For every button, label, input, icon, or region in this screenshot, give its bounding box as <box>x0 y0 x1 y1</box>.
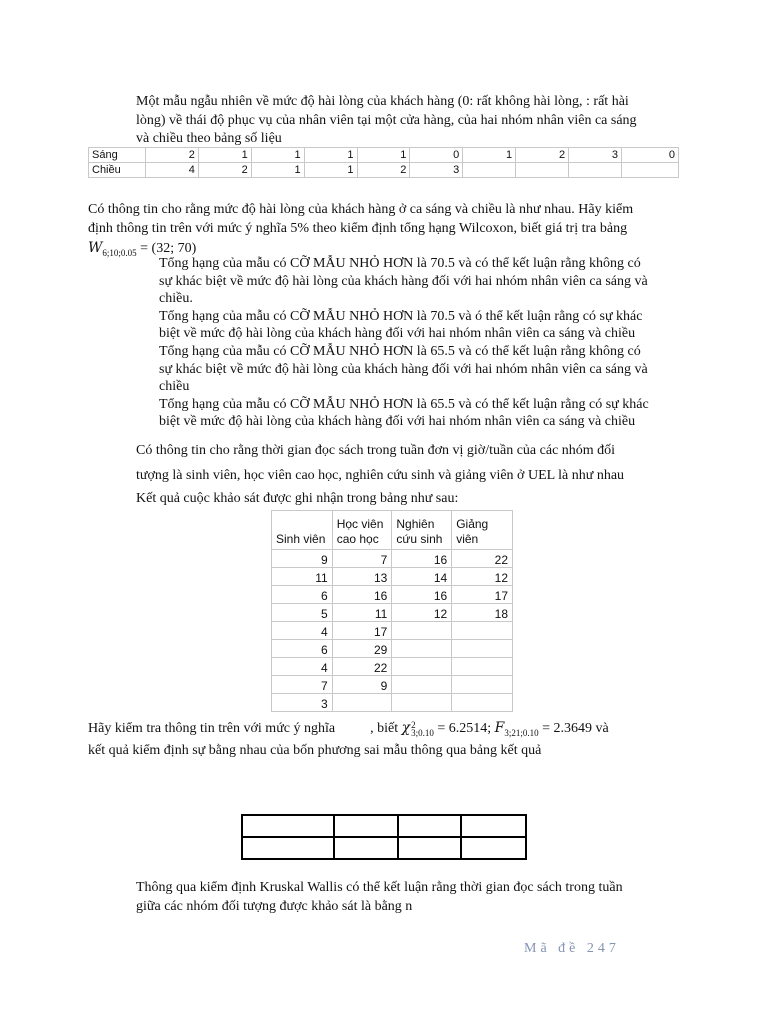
header-line: Giảng <box>456 517 489 531</box>
option-line: sự khác biệt về mức độ hài lòng của khách hàng đối với hai nhóm nhân viên ca sáng và <box>159 273 648 289</box>
f-value: = 2.3649 và <box>538 721 609 736</box>
table-cell: 2 <box>145 148 198 163</box>
table-cell: 12 <box>392 604 452 622</box>
table-cell: 22 <box>332 658 392 676</box>
option-b[interactable] <box>159 308 684 343</box>
conclusion-line: giữa các nhóm đối tượng được khảo sát là bằng n <box>136 898 413 914</box>
table-cell <box>392 640 452 658</box>
w-subscript: 6;10;0.05 <box>102 247 137 258</box>
satisfaction-table <box>88 147 679 178</box>
header-line: Sinh viên <box>276 532 326 546</box>
q1-intro-line: lòng) về thái độ phục vụ của nhân viên tại một cửa hàng, của hai nhóm nhân viên ca sáng <box>136 112 637 128</box>
table-cell: 7 <box>332 550 392 568</box>
table-cell: 14 <box>392 568 452 586</box>
header-line: cứu sinh <box>396 532 443 546</box>
table-cell: 17 <box>452 586 513 604</box>
table-cell: 1 <box>304 163 357 178</box>
option-c[interactable] <box>159 343 684 396</box>
table-row <box>272 550 513 568</box>
table-cell <box>463 163 516 178</box>
table-cell: 29 <box>332 640 392 658</box>
table-cell <box>452 640 513 658</box>
q2-question <box>88 719 688 761</box>
table-cell: 1 <box>251 163 304 178</box>
q2-conclusion <box>136 879 681 916</box>
variance-test-table <box>241 814 527 860</box>
q1-options <box>159 255 684 431</box>
table-row <box>272 658 513 676</box>
table-cell: 6 <box>272 640 333 658</box>
q2-intro-line: Có thông tin cho rằng thời gian đọc sách trong tuần đơn vị giờ/tuần của các nhóm đối <box>136 443 616 458</box>
q1-intro-line: và chiều theo bảng số liệu <box>136 131 282 146</box>
table-cell <box>392 676 452 694</box>
table-row <box>272 676 513 694</box>
q1-question <box>88 201 688 262</box>
table-cell: 1 <box>463 148 516 163</box>
table-cell: 0 <box>410 148 463 163</box>
table-cell: 4 <box>145 163 198 178</box>
table-cell <box>569 163 622 178</box>
table-cell: 17 <box>332 622 392 640</box>
table-cell <box>398 837 462 859</box>
table-row <box>272 640 513 658</box>
table-cell: 6 <box>272 586 333 604</box>
option-line: chiều <box>159 379 190 395</box>
q2-intro <box>136 439 681 508</box>
table-cell: 2 <box>516 148 569 163</box>
table-row <box>272 694 513 712</box>
table-row <box>242 837 526 859</box>
table-cell: 9 <box>272 550 333 568</box>
chi-symbol: χ <box>401 720 411 736</box>
table-cell: 1 <box>198 148 251 163</box>
column-header <box>392 511 452 550</box>
table-cell: 18 <box>452 604 513 622</box>
table-row <box>272 568 513 586</box>
q2-intro-line: tượng là sinh viên, học viên cao học, nghiên cứu sinh và giảng viên ở UEL là như nhau <box>136 467 625 483</box>
column-header <box>452 511 513 550</box>
table-cell: 2 <box>357 163 410 178</box>
conclusion-line: Thông qua kiểm định Kruskal Wallis có thể kết luận rằng thời gian đọc sách trong tuần <box>136 880 623 895</box>
table-cell: 1 <box>251 148 304 163</box>
table-cell <box>242 837 334 859</box>
table-cell <box>334 815 398 837</box>
row-label: Sáng <box>89 148 146 163</box>
q1-intro <box>136 93 681 149</box>
table-cell <box>452 676 513 694</box>
table-cell: 11 <box>272 568 333 586</box>
f-subscript: 3;21;0.10 <box>504 727 539 738</box>
option-line: biệt về mức độ hài lòng của khách hàng đối với hai nhóm nhân viên ca sáng và chiều <box>159 414 636 430</box>
table-row <box>272 586 513 604</box>
table-row <box>89 148 679 163</box>
table-cell <box>452 622 513 640</box>
q2-intro-line: Kết quả cuộc khảo sát được ghi nhận trong bảng như sau: <box>136 491 459 506</box>
table-cell: 16 <box>392 550 452 568</box>
table-cell: 12 <box>452 568 513 586</box>
q2-question-line <box>88 719 688 742</box>
table-cell <box>516 163 569 178</box>
column-header <box>272 511 333 550</box>
table-cell: 16 <box>392 586 452 604</box>
chi-value: = 6.2514; <box>433 721 495 736</box>
reading-time-table <box>271 510 513 712</box>
chi-scripts <box>411 721 434 737</box>
table-cell: 3 <box>272 694 333 712</box>
table-header-row <box>272 511 513 550</box>
table-cell <box>392 622 452 640</box>
table-cell: 2 <box>198 163 251 178</box>
table-row <box>272 604 513 622</box>
option-line: sự khác biệt về mức độ hài lòng của khách hàng đối với hai nhóm nhân viên ca sáng và <box>159 361 648 377</box>
header-line: Nghiên <box>396 517 435 531</box>
table-cell: 13 <box>332 568 392 586</box>
option-line: Tổng hạng của mẫu có CỠ MẪU NHỎ HƠN là 65.5 và có thể kết luận rằng không có <box>159 343 641 359</box>
header-line: cao học <box>336 532 379 546</box>
table-cell <box>332 694 392 712</box>
option-d[interactable] <box>159 396 684 431</box>
table-cell: 1 <box>304 148 357 163</box>
header-line: Học viên <box>336 517 384 531</box>
table-cell <box>242 815 334 837</box>
table-cell <box>452 694 513 712</box>
f-symbol: F <box>494 720 505 736</box>
table-cell: 11 <box>332 604 392 622</box>
table-row <box>272 622 513 640</box>
q1-question-line: định thông tin trên với mức ý nghĩa 5% theo kiểm định tổng hạng Wilcoxon, biết giá trị tra bảng <box>88 220 628 236</box>
exam-code: Mã đề 247 <box>524 941 620 956</box>
column-header <box>332 511 392 550</box>
table-cell: 0 <box>621 148 678 163</box>
table-cell: 5 <box>272 604 333 622</box>
row-label: Chiều <box>89 163 146 178</box>
table-row <box>89 163 679 178</box>
table-row <box>242 815 526 837</box>
question-text: Hãy kiểm tra thông tin trên với mức ý nghĩa , biết <box>88 721 402 736</box>
table-cell <box>334 837 398 859</box>
q1-question-line: Có thông tin cho rằng mức độ hài lòng của khách hàng ở ca sáng và chiều là như nhau. Hãy kiểm <box>88 202 634 217</box>
table-cell: 1 <box>357 148 410 163</box>
option-line: biệt về mức độ hài lòng của khách hàng đối với hai nhóm nhân viên ca sáng và chiều <box>159 326 636 342</box>
table-cell: 4 <box>272 622 333 640</box>
table-cell <box>452 658 513 676</box>
w-symbol: W <box>88 240 103 256</box>
option-line: chiều. <box>159 291 193 307</box>
q1-intro-line: Một mẫu ngẫu nhiên về mức độ hài lòng của khách hàng (0: rất không hài lòng, : rất hài <box>136 94 629 109</box>
option-line: Tổng hạng của mẫu có CỠ MẪU NHỎ HƠN là 70.5 và ó thể kết luận rằng có sự khác <box>159 308 643 324</box>
table-cell: 22 <box>452 550 513 568</box>
table-cell <box>621 163 678 178</box>
table-cell <box>461 815 526 837</box>
table-cell: 3 <box>569 148 622 163</box>
header-line: viên <box>456 532 479 546</box>
table-cell: 7 <box>272 676 333 694</box>
option-line: Tổng hạng của mẫu có CỠ MẪU NHỎ HƠN là 65.5 và có thể kết luận rằng có sự khác <box>159 396 649 412</box>
table-cell: 3 <box>410 163 463 178</box>
q2-question-line: kết quả kiểm định sự bằng nhau của bốn phương sai mẫu thông qua bảng kết quả <box>88 743 542 759</box>
table-cell <box>392 694 452 712</box>
table-cell: 4 <box>272 658 333 676</box>
option-a[interactable] <box>159 255 684 308</box>
chi-superscript: 2 <box>411 719 416 730</box>
table-cell: 9 <box>332 676 392 694</box>
w-value: = (32; 70) <box>136 241 197 256</box>
table-cell <box>392 658 452 676</box>
option-line: Tổng hạng của mẫu có CỠ MẪU NHỎ HƠN là 70.5 và có thể kết luận rằng không có <box>159 256 641 271</box>
table-cell <box>398 815 462 837</box>
table-cell <box>461 837 526 859</box>
chi-subscript: 3;0.10 <box>411 727 434 738</box>
table-cell: 16 <box>332 586 392 604</box>
